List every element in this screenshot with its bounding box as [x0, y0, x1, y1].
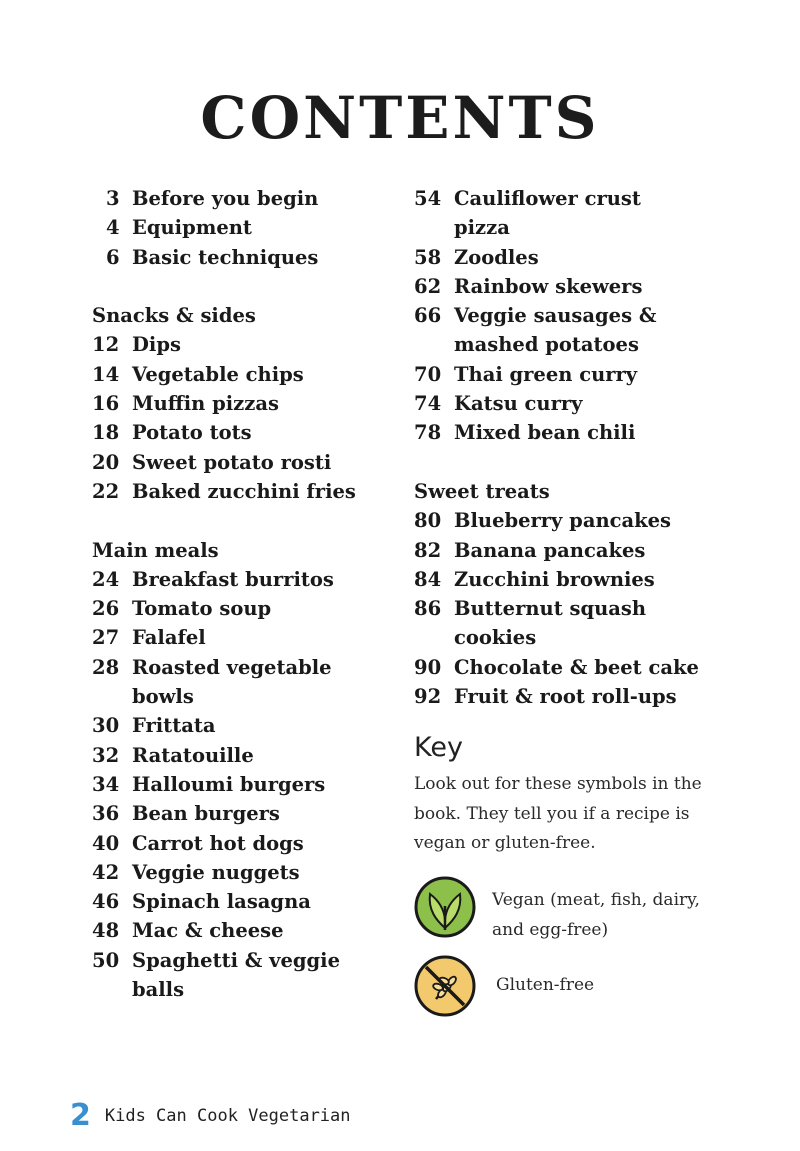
toc-entry-title: Equipment	[132, 216, 252, 240]
toc-page-number: 20	[92, 450, 120, 474]
toc-entry	[414, 565, 714, 594]
toc-entry	[92, 243, 392, 272]
toc-entry	[414, 682, 714, 711]
toc-entry	[92, 741, 392, 770]
section-heading: Sweet treats	[414, 479, 550, 503]
toc-entry-title: Before you begin	[132, 187, 319, 210]
toc-entry-title: Sweet potato rosti	[132, 450, 332, 474]
toc-entry-title: mashed potatoes	[454, 333, 639, 357]
toc-entry-title: Tomato soup	[132, 597, 272, 621]
toc-entry-title: Cauliflower crust	[454, 187, 641, 210]
toc-page-number: 84	[414, 567, 442, 591]
toc-entry-title: Fruit & root roll-ups	[454, 685, 677, 709]
section-gap	[92, 506, 392, 535]
toc-entry-title: Zucchini brownies	[454, 567, 655, 591]
toc-entry-title: Halloumi burgers	[132, 772, 326, 796]
toc-page-number: 66	[414, 304, 442, 328]
toc-page-number: 26	[92, 597, 120, 621]
toc-page-number: 48	[92, 919, 120, 943]
toc-entry	[92, 389, 392, 418]
toc-entry	[92, 887, 392, 916]
key-section	[414, 728, 734, 859]
toc-page-number: 34	[92, 772, 120, 796]
section-heading: Main meals	[92, 538, 219, 562]
toc-entry-title: Muffin pizzas	[132, 392, 279, 416]
toc-entry-title: Veggie sausages &	[454, 304, 657, 328]
toc-page-number	[92, 682, 132, 711]
toc-page-number: 30	[92, 714, 120, 738]
gluten-free-wheat-icon	[414, 955, 476, 1017]
section-gap	[414, 448, 714, 477]
toc-page-number: 78	[414, 421, 442, 445]
toc-entry-title: Carrot hot dogs	[132, 831, 304, 855]
toc-entry	[92, 946, 392, 975]
key-symbol-label: Gluten-free	[496, 975, 595, 995]
toc-page-number: 14	[92, 362, 120, 386]
toc-entry	[92, 623, 392, 652]
contents-column-left	[92, 184, 392, 1004]
key-title: Key	[414, 732, 463, 763]
toc-entry	[414, 389, 714, 418]
toc-entry-title: Roasted vegetable	[132, 655, 332, 679]
toc-page-number: 92	[414, 685, 442, 709]
book-title: Kids Can Cook Vegetarian	[104, 1105, 351, 1126]
toc-entry	[414, 623, 714, 652]
toc-entry-title: Frittata	[132, 714, 216, 738]
toc-page-number: 62	[414, 274, 442, 298]
toc-entry	[92, 477, 392, 506]
toc-page-number: 80	[414, 509, 442, 533]
toc-page-number: 40	[92, 831, 120, 855]
toc-entry	[92, 330, 392, 359]
toc-entry-title: Dips	[132, 333, 181, 357]
toc-entry-title: Bean burgers	[132, 802, 280, 826]
toc-page-number: 27	[92, 626, 120, 650]
toc-page-number: 36	[92, 802, 120, 826]
toc-page-number: 32	[92, 743, 120, 767]
vegan-leaf-icon	[414, 876, 476, 938]
toc-entry	[414, 184, 714, 213]
toc-entry	[92, 418, 392, 447]
toc-entry-title: Potato tots	[132, 421, 252, 445]
toc-entry-title: Spinach lasagna	[132, 890, 311, 914]
toc-entry	[92, 829, 392, 858]
toc-entry	[92, 184, 392, 213]
toc-entry-title: bowls	[132, 685, 194, 709]
toc-entry-title: Falafel	[132, 626, 206, 650]
key-symbol-label: Vegan (meat, fish, dairy, and egg-free)	[492, 890, 700, 940]
toc-page-number: 82	[414, 538, 442, 562]
toc-entry	[414, 653, 714, 682]
toc-entry	[92, 565, 392, 594]
toc-entry-title: Mac & cheese	[132, 919, 284, 943]
toc-page-number: 12	[92, 333, 120, 357]
toc-entry-title: Veggie nuggets	[132, 860, 300, 884]
toc-page-number: 54	[414, 187, 442, 210]
key-symbol-vegan	[414, 876, 722, 945]
toc-entry	[92, 682, 392, 711]
toc-entry-title: cookies	[454, 626, 537, 650]
toc-page-number: 86	[414, 597, 442, 621]
toc-page-number: 3	[106, 187, 120, 210]
toc-entry	[414, 418, 714, 447]
toc-entry-title: Basic techniques	[132, 245, 319, 269]
toc-page-number	[92, 975, 132, 1004]
toc-entry-title: Chocolate & beet cake	[454, 655, 699, 679]
toc-entry-title: Thai green curry	[454, 362, 638, 386]
toc-page-number: 90	[414, 655, 442, 679]
toc-entry	[92, 213, 392, 242]
section-gap	[92, 272, 392, 301]
toc-entry-title: Mixed bean chili	[454, 421, 636, 445]
toc-page-number: 46	[92, 890, 120, 914]
toc-entry-title: Vegetable chips	[132, 362, 304, 386]
toc-entry-title: Butternut squash	[454, 597, 647, 621]
page-title: CONTENTS	[200, 84, 600, 152]
toc-entry	[92, 448, 392, 477]
toc-page-number: 50	[92, 948, 120, 972]
toc-entry	[414, 301, 714, 330]
toc-page-number	[414, 330, 454, 359]
toc-entry	[92, 975, 392, 1004]
toc-page-number	[414, 213, 454, 242]
toc-entry-title: Breakfast burritos	[132, 567, 334, 591]
toc-page-number: 58	[414, 245, 442, 269]
toc-page-number: 74	[414, 392, 442, 416]
toc-entry	[414, 213, 714, 242]
toc-page-number: 70	[414, 362, 442, 386]
toc-entry-title: Spaghetti & veggie	[132, 948, 340, 972]
toc-entry	[414, 272, 714, 301]
toc-entry	[414, 506, 714, 535]
toc-entry-title: Blueberry pancakes	[454, 509, 672, 533]
toc-entry	[414, 330, 714, 359]
toc-entry	[414, 360, 714, 389]
toc-page-number: 16	[92, 392, 120, 416]
page-footer	[70, 1098, 351, 1133]
toc-entry	[414, 594, 714, 623]
toc-entry	[414, 243, 714, 272]
toc-entry	[92, 594, 392, 623]
toc-page-number: 18	[92, 421, 120, 445]
toc-entry-title: Rainbow skewers	[454, 274, 643, 298]
toc-entry-title: Katsu curry	[454, 392, 583, 416]
toc-entry-title: Ratatouille	[132, 743, 254, 767]
toc-page-number	[414, 623, 454, 652]
toc-entry	[92, 799, 392, 828]
toc-entry	[92, 770, 392, 799]
toc-entry	[92, 916, 392, 945]
contents-column-right	[414, 184, 714, 711]
toc-page-number: 22	[92, 479, 120, 503]
toc-page-number: 42	[92, 860, 120, 884]
toc-entry	[92, 858, 392, 887]
toc-entry-title: Baked zucchini fries	[132, 479, 356, 503]
toc-entry	[92, 711, 392, 740]
toc-page-number: 6	[106, 245, 120, 269]
toc-entry-title: Banana pancakes	[454, 538, 646, 562]
toc-entry	[414, 536, 714, 565]
key-symbol-gluten-free	[414, 955, 594, 1017]
toc-entry-title: Zoodles	[454, 245, 539, 269]
toc-page-number: 24	[92, 567, 120, 591]
toc-entry	[92, 653, 392, 682]
toc-entry-title: pizza	[454, 216, 510, 240]
toc-page-number: 28	[92, 655, 120, 679]
key-description: Look out for these symbols in the book. They tell you if a recipe is vegan or gluten-free.	[414, 774, 702, 853]
toc-entry-title: balls	[132, 978, 185, 1002]
toc-page-number: 4	[106, 216, 120, 240]
toc-entry	[92, 360, 392, 389]
section-heading: Snacks & sides	[92, 304, 256, 328]
page-number: 2	[70, 1098, 91, 1133]
